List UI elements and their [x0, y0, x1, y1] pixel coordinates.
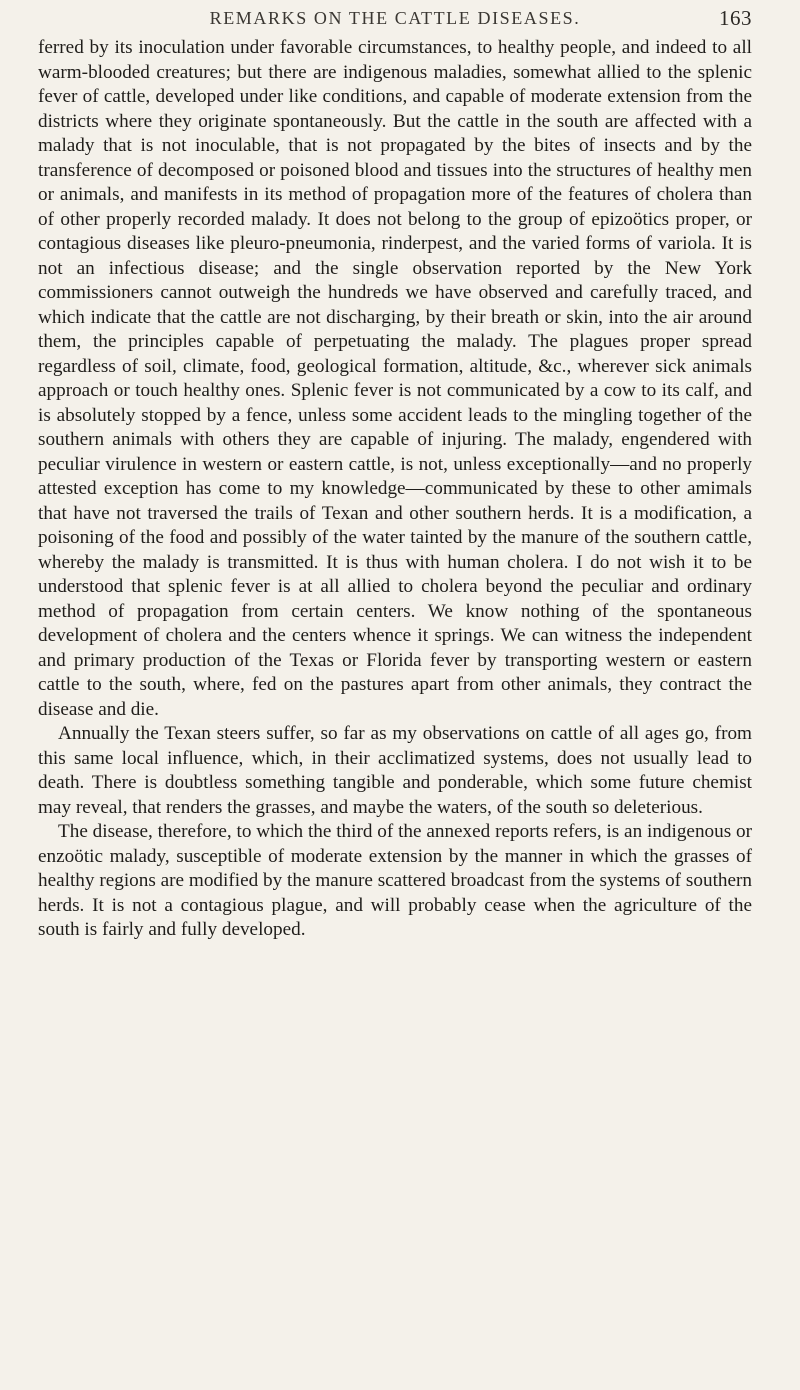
paragraph-1: ferred by its inoculation under favorable circumstances, to healthy people, and indeed to all warm-blooded creatures; but there are indigenous maladies, somewhat allied to the splenic fever of cattle, developed under like conditions, and capable of moderate extension from the districts where they originate spontaneously. But the cattle in the south are affected with a malady that is not inoculable, that is not propagated by the bites of insects and by the transference of decomposed or poisoned blood and tissues into the structures of healthy men or animals, and manifests in its method of propagation more of the features of cholera than of other properly recorded malady. It does not belong to the group of epizoötics proper, or contagious diseases like pleuro-pneumonia, rinderpest, and the varied forms of variola. It is not an infectious disease; and the single observation reported by the New York commissioners cannot outweigh the hundreds we have observed and carefully traced, and which indicate that the cattle are not discharging, by their breath or skin, into the air around them, the principles capable of perpetuating the malady. The plagues proper spread regardless of soil, climate, food, geological formation, altitude, &c., wherever sick animals approach or touch healthy ones. Splenic fever is not communicated by a cow to its calf, and is absolutely stopped by a fence, unless some accident leads to the mingling together of the southern animals with others they are capable of injuring. The malady, engendered with peculiar virulence in western or eastern cattle, is not, unless exceptionally—and no properly attested exception has come to my knowledge—communicated by these to other amimals that have not traversed the trails of Texan and other southern herds. It is a modification, a poisoning of the food and possibly of the water tainted by the manure of the southern cattle, whereby the malady is transmitted. It is thus with human cholera. I do not wish it to be understood that splenic fever is at all allied to cholera beyond the peculiar and ordinary method of propagation from certain centers. We know nothing of the spontaneous development of cholera and the centers whence it springs. We can witness the independent and primary production of the Texas or Florida fever by transporting western or eastern cattle to the south, where, fed on the pastures apart from other animals, they contract the disease and die.: [38, 37, 752, 720]
paragraph-2: Annually the Texan steers suffer, so far as my observations on cattle of all ages go, from this same local influence, which, in their acclimatized systems, does not usually lead to death. There is doubtless something tangible and ponderable, which some future chemist may reveal, that renders the grasses, and maybe the waters, of the south so deleterious.: [38, 723, 752, 818]
running-title: REMARKS ON THE CATTLE DISEASES.: [209, 8, 581, 28]
paragraph-3: The disease, therefore, to which the third of the annexed reports refers, is an indigenous or enzoötic malady, susceptible of moderate extension by the manner in which the grasses of healthy regions are modified by the manure scattered broadcast from the systems of southern herds. It is not a contagious plague, and will probably cease when the agriculture of the south is fairly and fully developed.: [38, 821, 752, 940]
page-number: 163: [719, 6, 752, 30]
body-text: [38, 36, 752, 943]
running-header: [38, 6, 752, 34]
